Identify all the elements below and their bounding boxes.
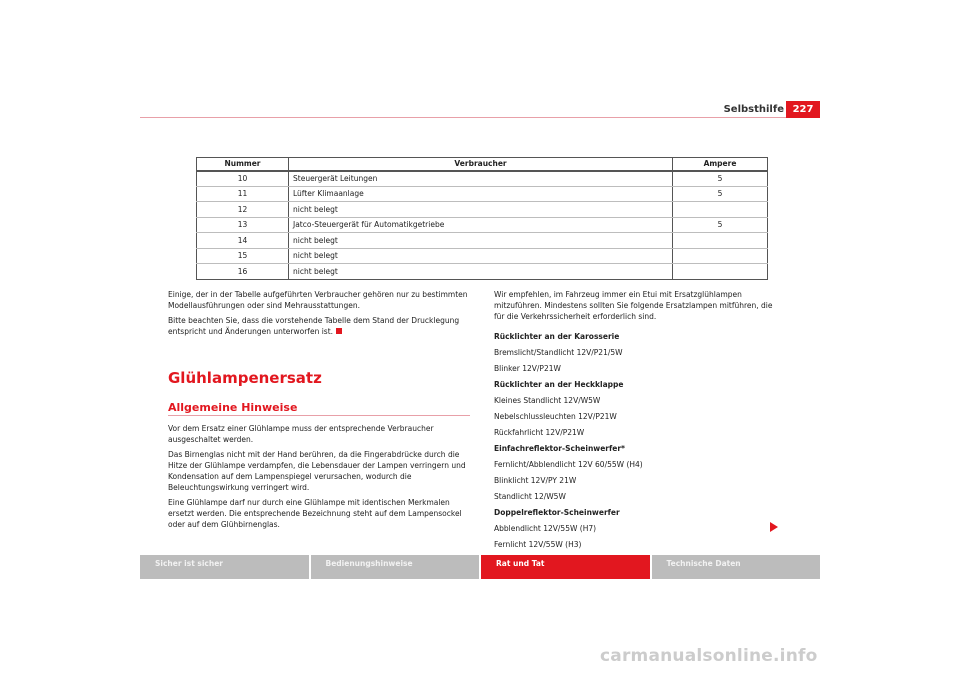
- cell-ampere: 5: [673, 171, 768, 187]
- cell-verbraucher: nicht belegt: [289, 264, 673, 280]
- cell-verbraucher: nicht belegt: [289, 233, 673, 249]
- bulb-item: Blinker 12V/P21W: [494, 364, 561, 373]
- table-row: [197, 264, 768, 280]
- paragraph-table-note: Einige, der in der Tabelle aufgeführten Verbraucher gehören nur zu bestimmten Modellausführungen oder sind Mehrausstattungen.: [168, 290, 468, 310]
- bulb-item: Fernlicht 12V/55W (H3): [494, 540, 582, 549]
- bulb-item: Bremslicht/Standlicht 12V/P21/5W: [494, 348, 623, 357]
- tab-bedienungshinweise[interactable]: Bedienungshinweise: [311, 555, 480, 579]
- bulb-item: Abblendlicht 12V/55W (H7): [494, 524, 597, 533]
- table-row: [197, 186, 768, 202]
- cell-ampere: [673, 233, 768, 249]
- header-rule: [140, 117, 820, 118]
- cell-nummer: 13: [197, 217, 289, 233]
- cell-verbraucher: nicht belegt: [289, 248, 673, 264]
- paragraph-switch-off: Vor dem Ersatz einer Glühlampe muss der entsprechende Verbraucher ausgeschaltet werden.: [168, 424, 434, 444]
- table-row: [197, 217, 768, 233]
- tab-rat-und-tat[interactable]: Rat und Tat: [481, 555, 650, 579]
- cell-ampere: [673, 248, 768, 264]
- cell-ampere: 5: [673, 186, 768, 202]
- column-header-verbraucher: Verbraucher: [289, 158, 673, 171]
- column-header-nummer: Nummer: [197, 158, 289, 171]
- paragraph-spare-bulbs: Wir empfehlen, im Fahrzeug immer ein Etui mit Ersatzglühlampen mitzuführen. Mindestens sollten Sie folgende Ersatzlampen mitführen, die für die Verkehrssicherheit erforderlich sind.: [494, 290, 773, 321]
- tab-technische-daten[interactable]: Technische Daten: [652, 555, 821, 579]
- table-row: [197, 248, 768, 264]
- table-row: [197, 171, 768, 187]
- table-row: [197, 202, 768, 218]
- heading-single-reflector: Einfachreflektor-Scheinwerfer*: [494, 444, 625, 453]
- cell-verbraucher: Jatco-Steuergerät für Automatikgetriebe: [289, 217, 673, 233]
- watermark-text: carmanualsonline.info: [600, 646, 818, 666]
- cell-ampere: [673, 264, 768, 280]
- heading-double-reflector: Doppelreflektor-Scheinwerfer: [494, 508, 620, 517]
- page-number-badge: 227: [786, 101, 820, 118]
- paragraph-table-disclaimer-text: Bitte beachten Sie, dass die vorstehende Tabelle dem Stand der Drucklegung entspricht und Änderungen unterworfen ist.: [168, 316, 460, 336]
- end-of-section-icon: [336, 328, 342, 334]
- bulb-item: Rückfahrlicht 12V/P21W: [494, 428, 585, 437]
- bulb-item: Nebelschlussleuchten 12V/P21W: [494, 412, 617, 421]
- bulb-item: Kleines Standlicht 12V/W5W: [494, 396, 601, 405]
- cell-nummer: 10: [197, 171, 289, 187]
- cell-verbraucher: Lüfter Klimaanlage: [289, 186, 673, 202]
- bulb-item: Blinklicht 12V/PY 21W: [494, 476, 577, 485]
- subsection-title: Allgemeine Hinweise: [168, 401, 298, 414]
- cell-nummer: 16: [197, 264, 289, 280]
- page-section-title: Selbsthilfe: [723, 104, 784, 115]
- cell-nummer: 15: [197, 248, 289, 264]
- footer-chapter-nav: [140, 555, 820, 579]
- cell-ampere: 5: [673, 217, 768, 233]
- next-page-arrow-icon[interactable]: [770, 522, 778, 532]
- cell-nummer: 11: [197, 186, 289, 202]
- table-header-row: [197, 158, 768, 171]
- section-title: Glühlampenersatz: [168, 369, 322, 387]
- paragraph-do-not-touch: Das Birnenglas nicht mit der Hand berühren, da die Fingerabdrücke durch die Hitze der Glühlampe verdampfen, die Lebensdauer der Lampen verringern und Kondensation auf dem Lampenspiegel verursachen, wodurch die Beleuchtungswirkung verringert wird.: [168, 450, 466, 492]
- cell-verbraucher: Steuergerät Leitungen: [289, 171, 673, 187]
- paragraph-table-disclaimer: [168, 315, 472, 337]
- paragraph-identical-bulb: Eine Glühlampe darf nur durch eine Glühlampe mit identischen Merkmalen ersetzt werden. Die entsprechende Bezeichnung steht auf dem Lampensockel oder auf dem Glühbirnenglas.: [168, 498, 462, 529]
- table-row: [197, 233, 768, 249]
- subsection-rule: [168, 415, 470, 416]
- column-header-ampere: Ampere: [673, 158, 768, 171]
- bulb-item: Fernlicht/Abblendlicht 12V 60/55W (H4): [494, 460, 643, 469]
- bulb-item: Standlicht 12/W5W: [494, 492, 566, 501]
- cell-verbraucher: nicht belegt: [289, 202, 673, 218]
- cell-nummer: 14: [197, 233, 289, 249]
- heading-rear-lights-body: Rücklichter an der Karosserie: [494, 332, 620, 341]
- cell-ampere: [673, 202, 768, 218]
- right-column: [494, 289, 784, 550]
- fuse-table: [196, 157, 768, 280]
- heading-rear-lights-tailgate: Rücklichter an der Heckklappe: [494, 380, 624, 389]
- left-column: [168, 289, 472, 341]
- tab-sicher-ist-sicher[interactable]: Sicher ist sicher: [140, 555, 309, 579]
- left-column-body: [168, 423, 472, 534]
- cell-nummer: 12: [197, 202, 289, 218]
